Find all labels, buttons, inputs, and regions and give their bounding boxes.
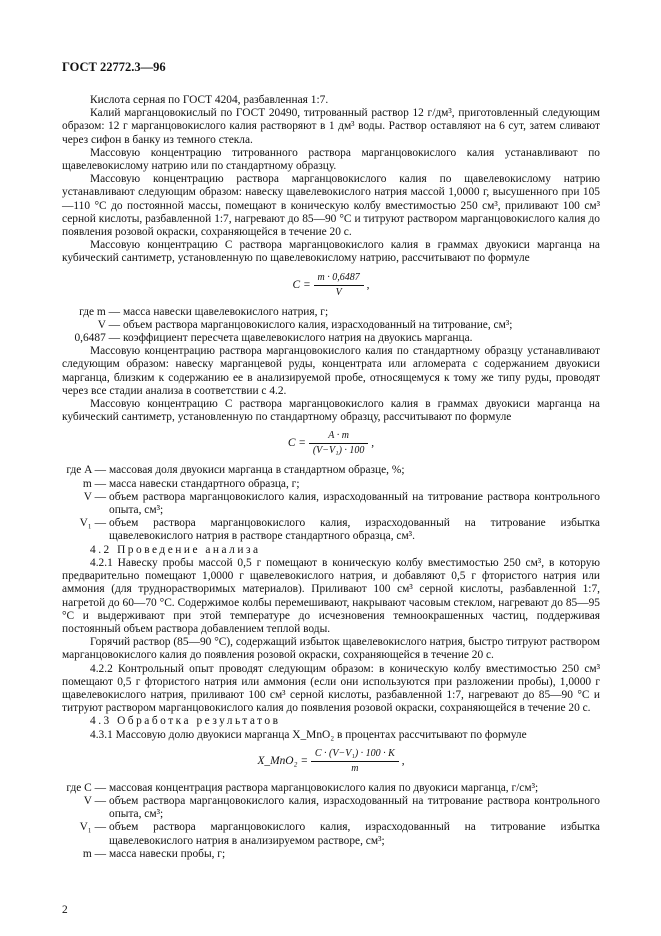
section-heading-analysis: 4.2 Проведение анализа — [90, 543, 261, 556]
paragraph: Массовую концентрацию C раствора марганцовокислого калия в граммах двуокиси марганца на кубический сантиметр, установленную по щавелевокислому натрию, рассчитывают по формуле — [62, 239, 600, 265]
formula-lhs: X_MnO₂ = — [257, 754, 309, 767]
page-content — [62, 94, 600, 861]
term-symbol: V — — [83, 490, 106, 503]
where-term — [62, 848, 600, 861]
formula-denominator: m — [351, 762, 359, 774]
formula-lhs: C = — [287, 437, 306, 450]
where-list-1 — [62, 306, 600, 346]
formula-lhs: C = — [292, 278, 311, 291]
where-term — [62, 332, 600, 345]
term-symbol: где C — — [66, 781, 106, 794]
formula-c-sodium-oxalate — [62, 272, 600, 299]
term-description: коэффициент пересчета щавелевокислого натрия на двуокись марганца. — [123, 332, 473, 345]
term-description: объем раствора марганцовокислого калия, израсходованный на титрование раствора контрольного опыта, см³; — [109, 490, 600, 517]
paragraph: Горячий раствор (85—90 °С), содержащий избыток щавелевокислого натрия, быстро титруют раствором марганцовокислого калия до появления розовой окраски, сохраняющейся в течение 20 с. — [62, 636, 600, 662]
paragraph: 4.2.2 Контрольный опыт проводят следующим образом: в коническую колбу вместимостью 250 см³ помещают 0,5 г фтористого натрия или аммония (если они используются при разложении пробы), 1,0000 г щавелевокислого натрия, приливают 100 см³ серной кислоты, разбавленной 1:7, нагревают до 85—90 °С и титруют раствором марганцовокислого калия до появления розовой окраски, сохраняющейся в течение 20 с. — [62, 662, 600, 715]
where-list-2 — [62, 464, 600, 543]
term-description: объем раствора марганцовокислого калия, израсходованный на титрование избытка щавелевокислого натрия в анализируемом растворе, см³; — [109, 821, 600, 847]
paragraph: Массовую концентрацию титрованного раствора марганцовокислого калия устанавливают по щавелевокислому натрию или по стандартному образцу. — [62, 146, 600, 173]
formula-fraction — [311, 748, 399, 775]
section-heading-results: 4.3 Обработка результатов — [90, 715, 281, 728]
formula-numerator: A · m — [309, 430, 369, 444]
term-symbol: V — — [83, 794, 106, 807]
where-list-3 — [62, 782, 600, 861]
page-number: 2 — [62, 904, 68, 916]
term-symbol: где A — — [66, 464, 106, 477]
paragraph: Массовую концентрацию C раствора марганцовокислого калия в граммах двуокиси марганца на кубический сантиметр, установленную по стандартному образцу, рассчитывают по формуле — [62, 398, 600, 424]
term-description: масса навески стандартного образца, г; — [109, 477, 300, 490]
formula-numerator: m · 0,6487 — [314, 272, 364, 286]
term-symbol: m — — [82, 847, 106, 860]
term-description: объем раствора марганцовокислого калия, израсходованный на титрование, см³; — [123, 318, 513, 331]
term-symbol: V₁ — — [79, 517, 106, 530]
formula-tail: , — [401, 754, 405, 767]
paragraph: Калий марганцовокислый по ГОСТ 20490, титрованный раствор 12 г/дм³, приготовленный следующим образом: 12 г марганцовокислого калия растворяют в 1 дм³ воды. Раствор оставляют на 6 сут, затем сливают через сифон в банку из темного стекла. — [62, 107, 600, 146]
paragraph: Массовую концентрацию раствора марганцовокислого калия по щавелевокислому натрию устанавливают следующим образом: навеску щавелевокислого натрия массой 1,0000 г, высушенного при 105—110 °С до постоянной массы, помещают в коническую колбу вместимостью 250 см³, приливают 100 см³ серной кислоты, разбавленной 1:7, нагревают до 85—90 °С и титруют раствором марганцовокислого калия до появления розовой окраски, сохраняющейся в течение 20 с. — [62, 173, 600, 239]
where-term — [62, 478, 600, 491]
term-description: объем раствора марганцовокислого калия, израсходованный на титрование избытка щавелевокислого натрия в растворе стандартного образца, см³. — [109, 517, 600, 543]
where-term — [62, 491, 600, 517]
where-term — [62, 306, 600, 319]
paragraph: 4.3.1 Массовую долю двуокиси марганца X_MnO₂ в процентах рассчитывают по формуле — [90, 728, 527, 741]
term-symbol: V — — [97, 318, 120, 331]
term-symbol: где m — — [79, 305, 120, 318]
formula-fraction — [309, 430, 369, 457]
formula-denominator: V — [335, 286, 342, 298]
formula-numerator: C · (V−V₁) · 100 · K — [311, 748, 399, 762]
term-symbol: V₁ — — [79, 821, 106, 834]
standard-code-header: ГОСТ 22772.3—96 — [62, 60, 166, 74]
paragraph: Кислота серная по ГОСТ 4204, разбавленная 1:7. — [90, 94, 329, 106]
where-term — [62, 821, 600, 847]
term-description: массовая концентрация раствора марганцовокислого калия по двуокиси марганца, г/см³; — [109, 781, 539, 794]
where-term — [62, 517, 600, 543]
term-description: объем раствора марганцовокислого калия, израсходованный на титрование раствора контрольного опыта, см³; — [109, 794, 600, 821]
term-symbol: 0,6487 — — [74, 332, 120, 345]
term-symbol: m — — [82, 477, 106, 490]
paragraph: 4.2.1 Навеску пробы массой 0,5 г помещают в коническую колбу вместимостью 250 см³, в которую предварительно помещают 1,0000 г щавелевокислого натрия, и добавляют 0,5 г фтористого натрия или аммония (для труднорастворимых материалов). Приливают 100 см³ серной кислоты, разбавленной 1:7, нагретой до 60—70 °С. Содержимое колбы перемешивают, накрывают часовым стеклом, нагревают до 85—95 °С и выдерживают при этой температуре до исчезновения темноокрашенных частиц, поддерживая постоянный объем раствора добавлением теплой воды. — [62, 556, 600, 635]
formula-tail: , — [366, 278, 370, 291]
term-description: масса навески щавелевокислого натрия, г; — [123, 305, 329, 318]
where-term — [62, 782, 600, 795]
formula-c-standard-sample — [62, 430, 600, 457]
formula-denominator: (V−V₁) · 100 — [312, 445, 365, 457]
term-description: масса навески пробы, г; — [109, 847, 226, 860]
where-term — [62, 795, 600, 821]
paragraph: Массовую концентрацию раствора марганцовокислого калия по стандартному образцу устанавливают следующим образом: навеску марганцевой руды, концентрата или агломерата с содержанием двуокиси марганца, близким к содержанию ее в анализируемой пробе, относящемуся к тому же типу руды, проводят через все стадии анализа в соответствии с 4.2. — [62, 345, 600, 397]
formula-fraction — [314, 272, 364, 299]
term-description: массовая доля двуокиси марганца в стандартном образце, %; — [109, 464, 405, 477]
formula-x-mno2 — [62, 748, 600, 775]
where-term — [62, 319, 600, 332]
formula-tail: , — [371, 437, 375, 450]
where-term — [62, 464, 600, 477]
